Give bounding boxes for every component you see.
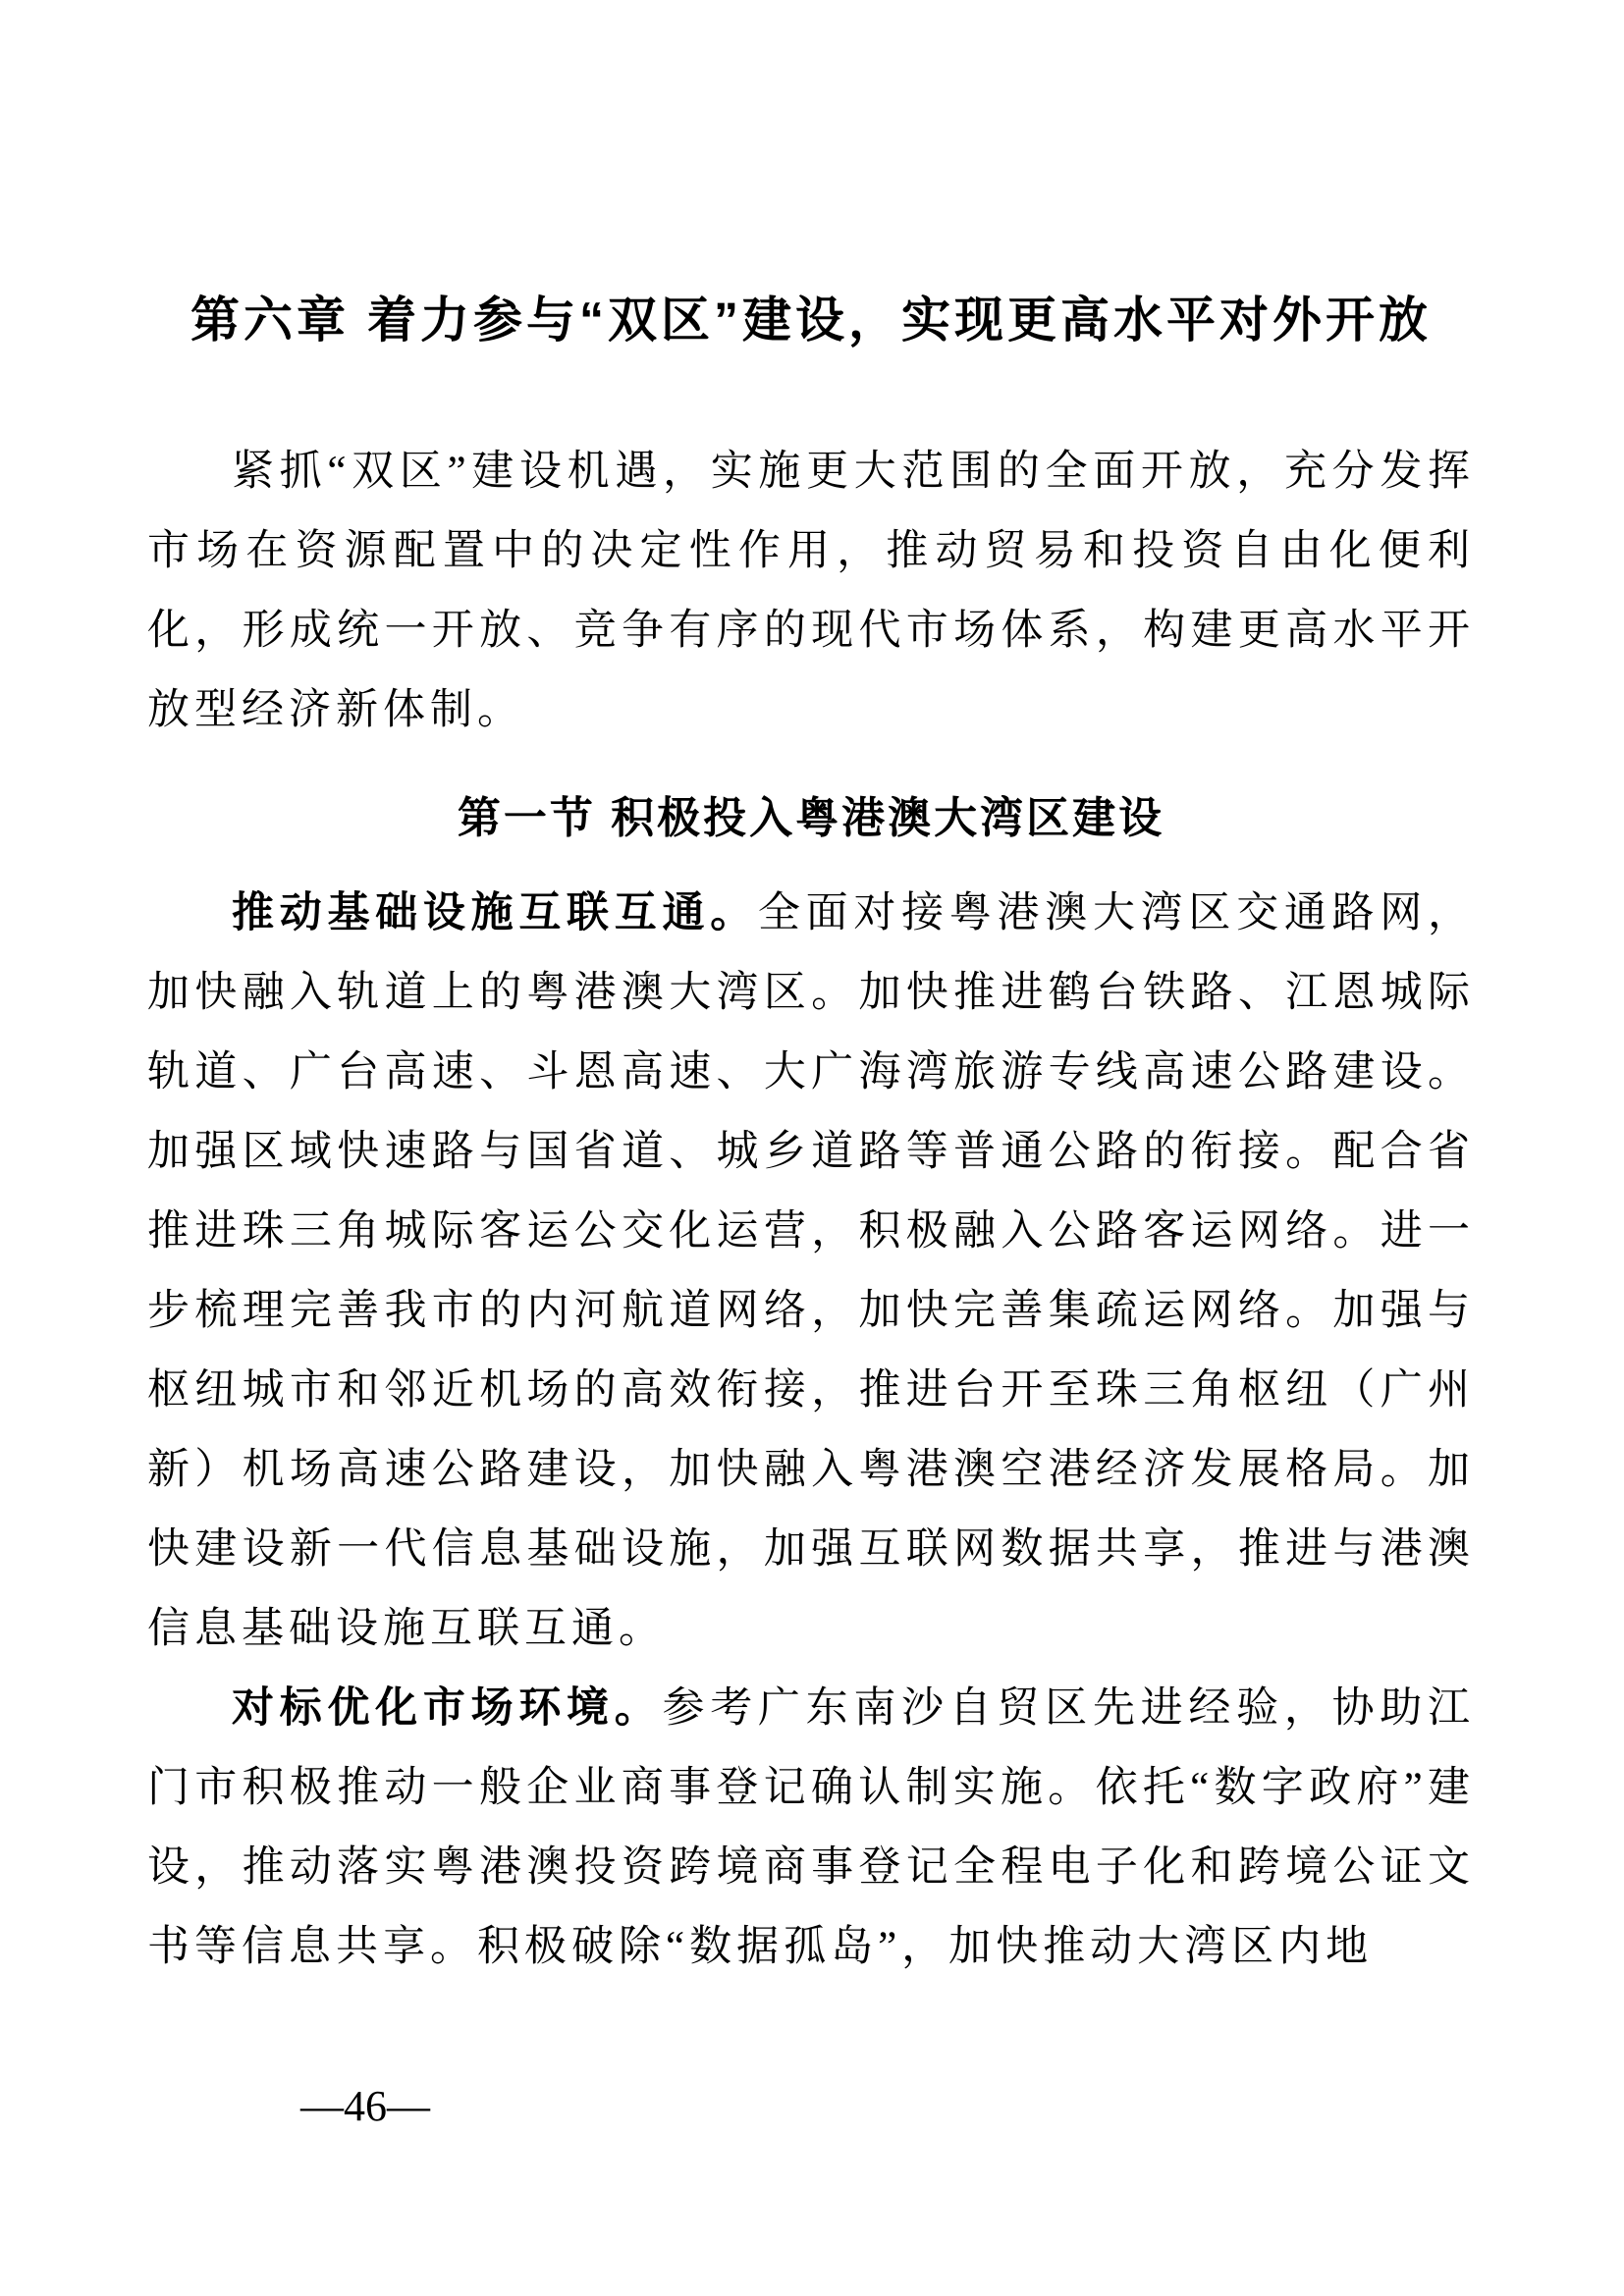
paragraph-infrastructure-connectivity <box>147 874 1475 1669</box>
paragraph-lead-bold: 对标优化市场环境。 <box>232 1685 663 1732</box>
paragraph-body-text: 参考广东南沙自贸区先进经验，协助江门市积极推动一般企业商事登记确认制实施。依托“数字政府”建设，推动落实粤港澳投资跨境商事登记全程电子化和跨境公证文书等信息共享。积极破除“数据孤岛”，加快推动大湾区内地 <box>147 1685 1476 1970</box>
chapter-title: 第六章 着力参与“双区”建设，实现更高水平对外开放 <box>190 293 1432 347</box>
intro-paragraph: 紧抓“双区”建设机遇，实施更大范围的全面开放，充分发挥市场在资源配置中的决定性作用，推动贸易和投资自由化便利化，形成统一开放、竞争有序的现代市场体系，构建更高水平开放型经济新体制。 <box>147 449 1475 733</box>
paragraph-lead-bold: 推动基础设施互联互通。 <box>232 890 758 936</box>
paragraph-market-environment <box>147 1669 1475 1987</box>
page-number: —46— <box>300 2082 430 2130</box>
section-title: 第一节 积极投入粤港澳大湾区建设 <box>457 794 1165 842</box>
paragraph-body-text: 全面对接粤港澳大湾区交通路网，加快融入轨道上的粤港澳大湾区。加快推进鹤台铁路、江恩城际轨道、广台高速、斗恩高速、大广海湾旅游专线高速公路建设。加强区域快速路与国省道、城乡道路等普通公路的衔接。配合省推进珠三角城际客运公交化运营，积极融入公路客运网络。进一步梳理完善我市的内河航道网络，加快完善集疏运网络。加强与枢纽城市和邻近机场的高效衔接，推进台开至珠三角枢纽（广州新）机场高速公路建设，加快融入粤港澳空港经济发展格局。加快建设新一代信息基础设施，加强互联网数据共享，推进与港澳信息基础设施互联互通。 <box>147 890 1476 1652</box>
